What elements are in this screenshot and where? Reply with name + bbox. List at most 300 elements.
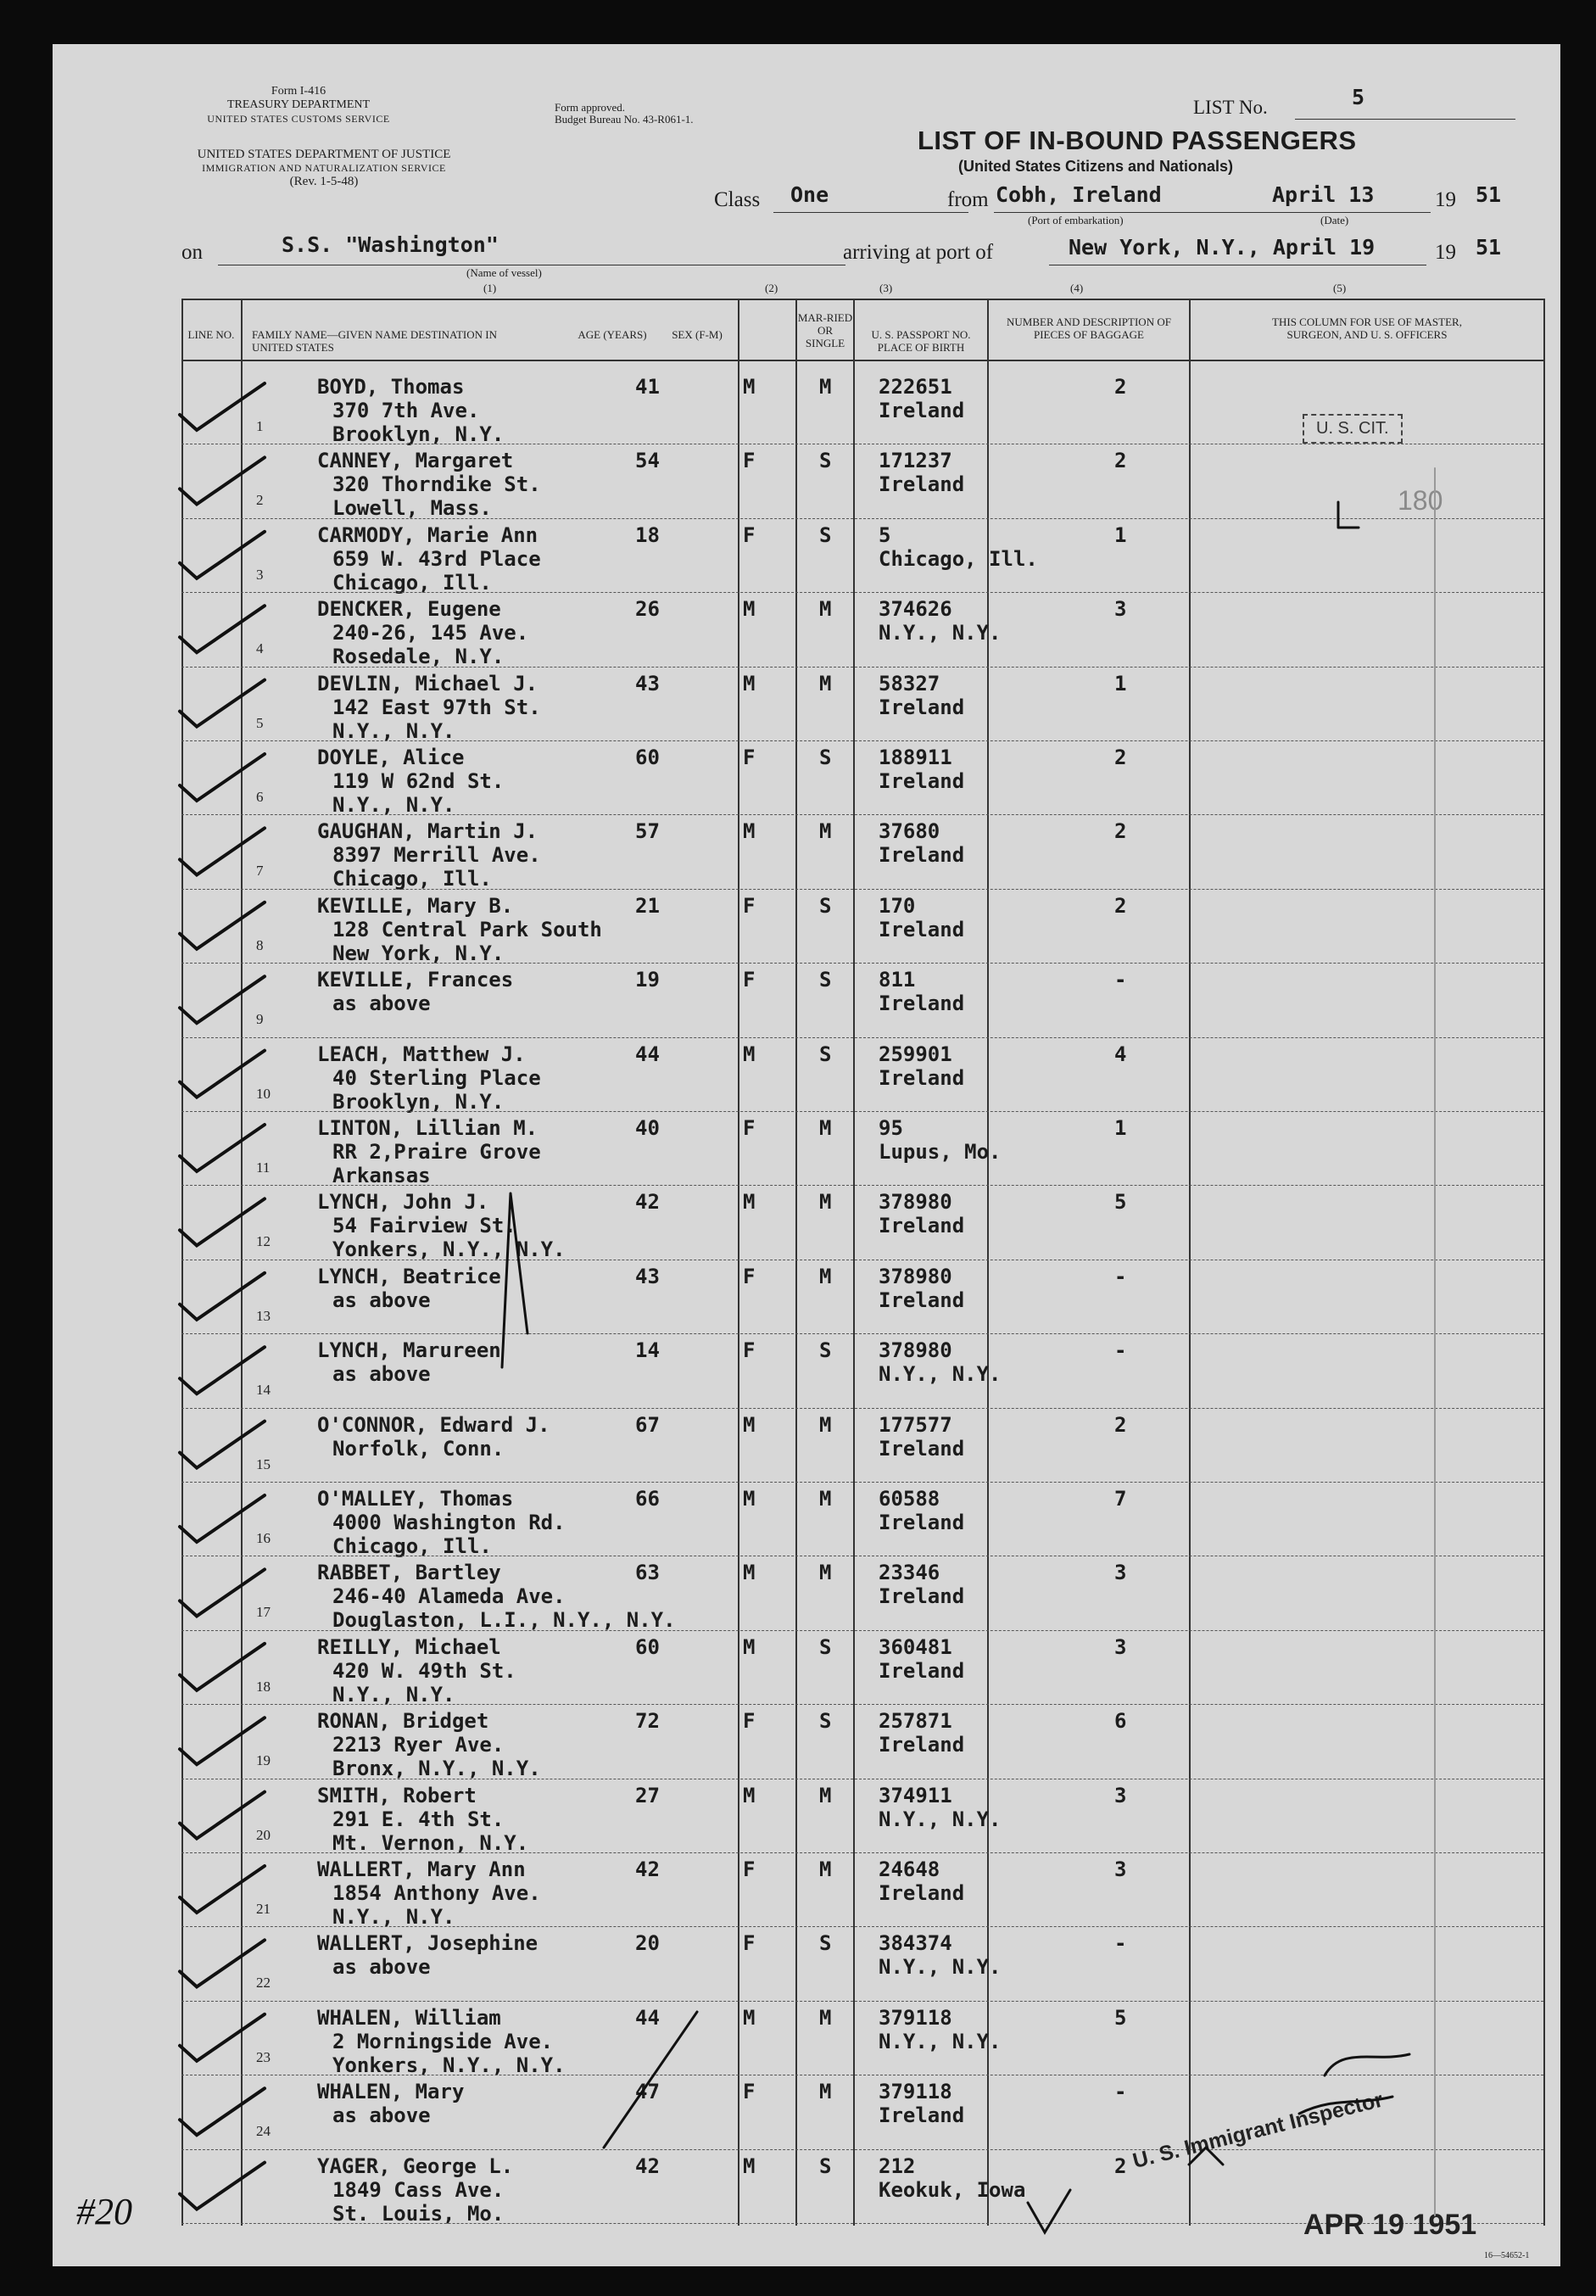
justice-dept: UNITED STATES DEPARTMENT OF JUSTICE bbox=[197, 148, 451, 161]
handwritten-marks bbox=[53, 44, 1560, 2266]
place-of-birth: Ireland bbox=[879, 2103, 965, 2128]
line-number: 13 bbox=[256, 1307, 271, 1324]
class-label: Class bbox=[714, 188, 761, 211]
age: 60 bbox=[635, 1634, 660, 1659]
check-mark bbox=[180, 1198, 265, 1245]
address-line-1: as above bbox=[332, 992, 431, 1016]
marital-status: M bbox=[819, 1857, 832, 1881]
place-of-birth: Ireland bbox=[879, 917, 965, 941]
address-line-2: Yonkers, N.Y., N.Y. bbox=[332, 2053, 566, 2077]
passenger-name: WHALEN, Mary bbox=[317, 2080, 465, 2104]
age: 47 bbox=[635, 2080, 660, 2104]
age: 14 bbox=[635, 1338, 660, 1363]
sex: F bbox=[743, 746, 756, 769]
baggage-count: 2 bbox=[1114, 2154, 1127, 2178]
line-number: 4 bbox=[256, 640, 264, 657]
age: 26 bbox=[635, 597, 660, 622]
address-line-1: 1849 Cass Ave. bbox=[332, 2177, 505, 2202]
line-number: 21 bbox=[256, 1901, 271, 1917]
vessel-caption: (Name of vessel) bbox=[466, 266, 542, 279]
baggage-count: 1 bbox=[1114, 1116, 1127, 1140]
line-number: 7 bbox=[256, 863, 264, 880]
sex: F bbox=[743, 449, 756, 473]
address-line-2: Brooklyn, N.Y. bbox=[332, 1089, 505, 1114]
col-header-line: LINE NO. bbox=[187, 328, 235, 341]
sex: M bbox=[743, 2154, 756, 2178]
passport-number: 23346 bbox=[879, 1561, 940, 1585]
age: 43 bbox=[635, 1264, 660, 1288]
passenger-name: LEACH, Matthew J. bbox=[317, 1042, 526, 1066]
passport-number: 374626 bbox=[879, 597, 952, 622]
passport-number: 177577 bbox=[879, 1412, 952, 1437]
on-label: on bbox=[181, 241, 203, 264]
place-of-birth: Ireland bbox=[879, 1584, 965, 1609]
passport-number: 811 bbox=[879, 968, 916, 992]
baggage-count: 5 bbox=[1114, 1190, 1127, 1215]
year-value: 51 bbox=[1476, 182, 1502, 207]
age: 42 bbox=[635, 1190, 660, 1215]
age: 54 bbox=[635, 449, 660, 473]
arriving-label: arriving at port of bbox=[843, 241, 994, 264]
address-line-1: 291 E. 4th St. bbox=[332, 1807, 505, 1831]
address-line-1: 2213 Ryer Ave. bbox=[332, 1733, 505, 1757]
baggage-count: - bbox=[1114, 2080, 1127, 2104]
age: 66 bbox=[635, 1487, 660, 1511]
check-mark bbox=[180, 1718, 265, 1764]
col-header-sex: SEX (F-M) bbox=[672, 328, 723, 341]
passport-number: 95 bbox=[879, 1116, 903, 1140]
baggage-count: - bbox=[1114, 968, 1127, 992]
age: 63 bbox=[635, 1561, 660, 1585]
place-of-birth: Ireland bbox=[879, 695, 965, 719]
place-of-birth: Ireland bbox=[879, 992, 965, 1016]
check-mark bbox=[180, 1569, 265, 1616]
place-of-birth: N.Y., N.Y. bbox=[879, 621, 1002, 645]
colnum-5: (5) bbox=[1333, 282, 1347, 294]
marital-status: S bbox=[819, 893, 832, 918]
place-of-birth: Ireland bbox=[879, 769, 965, 793]
passport-number: 259901 bbox=[879, 1042, 952, 1066]
passenger-name: CARMODY, Marie Ann bbox=[317, 522, 539, 547]
line-number: 6 bbox=[256, 789, 264, 805]
baggage-count: 4 bbox=[1114, 1042, 1127, 1066]
passport-number: 212 bbox=[879, 2154, 916, 2178]
budget-bureau: Budget Bureau No. 43-R061-1. bbox=[555, 113, 694, 126]
check-mark bbox=[180, 1347, 265, 1394]
baggage-count: 1 bbox=[1114, 522, 1127, 547]
baggage-count: 3 bbox=[1114, 1634, 1127, 1659]
line-number: 20 bbox=[256, 1826, 271, 1843]
age: 43 bbox=[635, 671, 660, 696]
passport-number: 58327 bbox=[879, 671, 940, 696]
address-line-2: Yonkers, N.Y., N.Y. bbox=[332, 1237, 566, 1262]
sex: M bbox=[743, 1634, 756, 1659]
sex: F bbox=[743, 522, 756, 547]
passenger-name: LYNCH, Marureen bbox=[317, 1338, 501, 1363]
passenger-name: YAGER, George L. bbox=[317, 2154, 514, 2178]
check-mark bbox=[180, 754, 265, 801]
passenger-name: REILLY, Michael bbox=[317, 1634, 501, 1659]
check-mark bbox=[180, 1644, 265, 1690]
age: 57 bbox=[635, 819, 660, 844]
sex: M bbox=[743, 375, 756, 399]
passport-number: 171237 bbox=[879, 449, 952, 473]
age: 44 bbox=[635, 2005, 660, 2030]
sex: M bbox=[743, 671, 756, 696]
passport-number: 378980 bbox=[879, 1338, 952, 1363]
line-number: 15 bbox=[256, 1455, 271, 1472]
place-of-birth: Ireland bbox=[879, 1881, 965, 1905]
us-cit-stamp: U. S. CIT. bbox=[1303, 414, 1403, 444]
address-line-1: as above bbox=[332, 1362, 431, 1387]
port-caption: (Port of embarkation) bbox=[1028, 214, 1124, 226]
age: 19 bbox=[635, 968, 660, 992]
passport-number: 37680 bbox=[879, 819, 940, 844]
sex: M bbox=[743, 2005, 756, 2030]
place-of-birth: Ireland bbox=[879, 843, 965, 868]
address-line-2: N.Y., N.Y. bbox=[332, 1905, 455, 1929]
marital-status: M bbox=[819, 2005, 832, 2030]
check-mark bbox=[180, 1273, 265, 1320]
address-line-1: 8397 Merrill Ave. bbox=[332, 843, 541, 868]
marital-status: M bbox=[819, 1190, 832, 1215]
place-of-birth: Ireland bbox=[879, 472, 965, 497]
age: 72 bbox=[635, 1709, 660, 1734]
passenger-name: CANNEY, Margaret bbox=[317, 449, 514, 473]
line-number: 8 bbox=[256, 936, 264, 953]
check-mark bbox=[180, 976, 265, 1023]
passport-number: 170 bbox=[879, 893, 916, 918]
list-no-value: 5 bbox=[1352, 85, 1365, 109]
check-mark bbox=[180, 680, 265, 727]
check-mark bbox=[180, 532, 265, 578]
marital-status: M bbox=[819, 671, 832, 696]
age: 21 bbox=[635, 893, 660, 918]
passenger-name: RABBET, Bartley bbox=[317, 1561, 501, 1585]
passenger-name: WALLERT, Josephine bbox=[317, 1931, 539, 1956]
marital-status: M bbox=[819, 1561, 832, 1585]
marital-status: S bbox=[819, 1931, 832, 1956]
vessel-value: S.S. "Washington" bbox=[282, 232, 499, 257]
sex: M bbox=[743, 1561, 756, 1585]
from-label: from bbox=[947, 188, 989, 211]
marital-status: S bbox=[819, 2154, 832, 2178]
check-mark bbox=[180, 1495, 265, 1542]
baggage-count: 2 bbox=[1114, 1412, 1127, 1437]
address-line-2: N.Y., N.Y. bbox=[332, 793, 455, 817]
sex: F bbox=[743, 1857, 756, 1881]
address-line-2: Brooklyn, N.Y. bbox=[332, 422, 505, 446]
col-header-baggage: NUMBER AND DESCRIPTION OF PIECES OF BAGGAGE bbox=[1007, 316, 1171, 341]
address-line-2: N.Y., N.Y. bbox=[332, 718, 455, 743]
col-header-married: MAR-RIED OR SINGLE bbox=[797, 311, 853, 349]
passport-number: 379118 bbox=[879, 2005, 952, 2030]
age: 42 bbox=[635, 2154, 660, 2178]
address-line-2: Rosedale, N.Y. bbox=[332, 645, 505, 669]
age: 27 bbox=[635, 1783, 660, 1807]
check-mark bbox=[180, 2088, 265, 2135]
baggage-count: 3 bbox=[1114, 597, 1127, 622]
address-line-1: 246-40 Alameda Ave. bbox=[332, 1584, 566, 1609]
place-of-birth: N.Y., N.Y. bbox=[879, 1362, 1002, 1387]
inspector-stamp: U. S. Immigrant Inspector bbox=[1130, 2087, 1386, 2174]
colnum-1: (1) bbox=[483, 282, 497, 294]
passenger-name: LINTON, Lillian M. bbox=[317, 1116, 539, 1140]
address-line-1: 119 W 62nd St. bbox=[332, 769, 505, 793]
passport-number: 5 bbox=[879, 522, 891, 547]
passport-number: 378980 bbox=[879, 1264, 952, 1288]
place-of-birth: Keokuk, Iowa bbox=[879, 2177, 1026, 2202]
passenger-name: WALLERT, Mary Ann bbox=[317, 1857, 526, 1881]
colnum-4: (4) bbox=[1070, 282, 1084, 294]
sex: M bbox=[743, 1042, 756, 1066]
col-header-name: FAMILY NAME—GIVEN NAME DESTINATION IN UNITED STATES bbox=[252, 328, 498, 354]
place-of-birth: Ireland bbox=[879, 1658, 965, 1683]
baggage-count: 6 bbox=[1114, 1709, 1127, 1734]
marital-status: S bbox=[819, 968, 832, 992]
check-mark bbox=[180, 383, 265, 430]
check-mark bbox=[180, 1422, 265, 1468]
passenger-name: O'MALLEY, Thomas bbox=[317, 1487, 514, 1511]
place-of-birth: Ireland bbox=[879, 1733, 965, 1757]
check-mark bbox=[180, 606, 265, 652]
line-number: 1 bbox=[256, 418, 264, 434]
age: 20 bbox=[635, 1931, 660, 1956]
place-of-birth: N.Y., N.Y. bbox=[879, 1807, 1002, 1831]
line-number: 17 bbox=[256, 1604, 271, 1621]
address-line-1: Norfolk, Conn. bbox=[332, 1436, 505, 1461]
place-of-birth: Ireland bbox=[879, 1436, 965, 1461]
check-mark bbox=[180, 1125, 265, 1171]
address-line-1: as above bbox=[332, 2103, 431, 2128]
marital-status: S bbox=[819, 1709, 832, 1734]
marital-status: M bbox=[819, 1264, 832, 1288]
passenger-name: DOYLE, Alice bbox=[317, 746, 465, 769]
passenger-name: GAUGHAN, Martin J. bbox=[317, 819, 539, 844]
place-of-birth: N.Y., N.Y. bbox=[879, 2029, 1002, 2053]
place-of-birth: Ireland bbox=[879, 1511, 965, 1534]
baggage-count: 2 bbox=[1114, 375, 1127, 399]
class-value: One bbox=[790, 182, 829, 207]
passport-number: 24648 bbox=[879, 1857, 940, 1881]
address-line-2: Lowell, Mass. bbox=[332, 496, 492, 521]
address-line-2: N.Y., N.Y. bbox=[332, 1682, 455, 1707]
line-number: 19 bbox=[256, 1752, 271, 1769]
line-number: 11 bbox=[256, 1159, 271, 1176]
address-line-1: 40 Sterling Place bbox=[332, 1065, 541, 1090]
address-line-1: 659 W. 43rd Place bbox=[332, 546, 541, 571]
line-number: 14 bbox=[256, 1382, 271, 1399]
address-line-1: 4000 Washington Rd. bbox=[332, 1511, 566, 1534]
check-mark bbox=[180, 902, 265, 949]
place-of-birth: Ireland bbox=[879, 1288, 965, 1312]
colnum-2: (2) bbox=[765, 282, 778, 294]
marital-status: M bbox=[819, 1412, 832, 1437]
arr-year-value: 51 bbox=[1476, 235, 1502, 260]
sex: F bbox=[743, 1264, 756, 1288]
sex: F bbox=[743, 893, 756, 918]
age: 44 bbox=[635, 1042, 660, 1066]
form-number: Form I-416 bbox=[271, 85, 326, 98]
check-mark bbox=[180, 2014, 265, 2061]
sex: M bbox=[743, 1783, 756, 1807]
passport-number: 378980 bbox=[879, 1190, 952, 1215]
marital-status: M bbox=[819, 1116, 832, 1140]
marital-status: S bbox=[819, 449, 832, 473]
age: 67 bbox=[635, 1412, 660, 1437]
address-line-2: Chicago, Ill. bbox=[332, 1534, 492, 1558]
place-of-birth: N.Y., N.Y. bbox=[879, 1955, 1002, 1980]
sex: F bbox=[743, 1709, 756, 1734]
address-line-1: RR 2,Praire Grove bbox=[332, 1140, 541, 1164]
year-prefix: 19 bbox=[1435, 188, 1456, 211]
passenger-name: RONAN, Bridget bbox=[317, 1709, 489, 1734]
line-number: 24 bbox=[256, 2123, 271, 2140]
line-number: 18 bbox=[256, 1678, 271, 1695]
arriving-value: New York, N.Y., April 19 bbox=[1069, 235, 1376, 260]
check-mark bbox=[180, 1866, 265, 1913]
address-line-1: 370 7th Ave. bbox=[332, 399, 480, 422]
passport-number: 379118 bbox=[879, 2080, 952, 2104]
address-line-1: 240-26, 145 Ave. bbox=[332, 621, 529, 645]
baggage-count: 2 bbox=[1114, 746, 1127, 769]
list-no-label: LIST No. bbox=[1193, 97, 1268, 118]
passenger-name: WHALEN, William bbox=[317, 2005, 501, 2030]
arr-year-prefix: 19 bbox=[1435, 241, 1456, 264]
passport-number: 60588 bbox=[879, 1487, 940, 1511]
form-revision: (Rev. 1-5-48) bbox=[289, 175, 359, 188]
check-mark bbox=[180, 1792, 265, 1839]
address-line-1: 2 Morningside Ave. bbox=[332, 2029, 554, 2053]
number-stamp: 180 bbox=[1398, 485, 1443, 516]
line-number: 16 bbox=[256, 1530, 271, 1546]
check-mark bbox=[180, 2163, 265, 2209]
passport-number: 374911 bbox=[879, 1783, 952, 1807]
baggage-count: 7 bbox=[1114, 1487, 1127, 1511]
address-line-2: Mt. Vernon, N.Y. bbox=[332, 1830, 529, 1855]
passenger-name: DENCKER, Eugene bbox=[317, 597, 501, 622]
date-stamp: APR 19 1951 bbox=[1303, 2209, 1477, 2241]
line-number: 2 bbox=[256, 492, 264, 509]
age: 18 bbox=[635, 522, 660, 547]
baggage-count: 3 bbox=[1114, 1783, 1127, 1807]
sex: F bbox=[743, 2080, 756, 2104]
place-of-birth: Lupus, Mo. bbox=[879, 1140, 1002, 1164]
check-mark bbox=[180, 1940, 265, 1986]
passport-number: 360481 bbox=[879, 1634, 952, 1659]
sex: F bbox=[743, 1116, 756, 1140]
address-line-2: New York, N.Y. bbox=[332, 941, 505, 965]
baggage-count: 2 bbox=[1114, 819, 1127, 844]
passport-number: 257871 bbox=[879, 1709, 952, 1734]
address-line-1: 1854 Anthony Ave. bbox=[332, 1881, 541, 1905]
sex: M bbox=[743, 1190, 756, 1215]
sex: M bbox=[743, 1412, 756, 1437]
col-header-age: AGE (YEARS) bbox=[578, 328, 647, 341]
baggage-count: - bbox=[1114, 1264, 1127, 1288]
address-line-2: Arkansas bbox=[332, 1164, 431, 1187]
marital-status: M bbox=[819, 597, 832, 622]
address-line-1: as above bbox=[332, 1955, 431, 1980]
address-line-1: 128 Central Park South bbox=[332, 917, 602, 941]
check-mark bbox=[180, 457, 265, 504]
address-line-2: Bronx, N.Y., N.Y. bbox=[332, 1757, 541, 1781]
baggage-count: 3 bbox=[1114, 1561, 1127, 1585]
address-line-1: 142 East 97th St. bbox=[332, 695, 541, 719]
check-mark bbox=[180, 1051, 265, 1098]
colnum-3: (3) bbox=[879, 282, 893, 294]
line-number: 9 bbox=[256, 1011, 264, 1028]
passport-number: 222651 bbox=[879, 375, 952, 399]
age: 42 bbox=[635, 1857, 660, 1881]
address-line-1: 420 W. 49th St. bbox=[332, 1658, 516, 1683]
baggage-count: 5 bbox=[1114, 2005, 1127, 2030]
sex: F bbox=[743, 1338, 756, 1363]
check-mark bbox=[180, 828, 265, 874]
page-title: LIST OF IN-BOUND PASSENGERS bbox=[918, 126, 1357, 155]
line-number: 10 bbox=[256, 1085, 271, 1102]
sex: F bbox=[743, 968, 756, 992]
baggage-count: 1 bbox=[1114, 671, 1127, 696]
sex: M bbox=[743, 597, 756, 622]
form-approved: Form approved. bbox=[555, 101, 626, 114]
age: 60 bbox=[635, 746, 660, 769]
marital-status: M bbox=[819, 1487, 832, 1511]
marital-status: S bbox=[819, 522, 832, 547]
line-number: 22 bbox=[256, 1975, 271, 1992]
line-number: 3 bbox=[256, 566, 264, 583]
passenger-name: LYNCH, John J. bbox=[317, 1190, 489, 1215]
address-line-1: 320 Thorndike St. bbox=[332, 472, 541, 497]
passenger-name: BOYD, Thomas bbox=[317, 375, 465, 399]
marital-status: S bbox=[819, 1634, 832, 1659]
baggage-count: - bbox=[1114, 1931, 1127, 1956]
passport-number: 188911 bbox=[879, 746, 952, 769]
baggage-count: 2 bbox=[1114, 449, 1127, 473]
page-subtitle: (United States Citizens and Nationals) bbox=[958, 158, 1234, 175]
marital-status: M bbox=[819, 2080, 832, 2104]
date-caption: (Date) bbox=[1320, 214, 1349, 226]
line-number: 23 bbox=[256, 2048, 271, 2065]
treasury-dept: TREASURY DEPARTMENT bbox=[226, 98, 371, 111]
marital-status: S bbox=[819, 1338, 832, 1363]
marital-status: S bbox=[819, 746, 832, 769]
place-of-birth: Ireland bbox=[879, 1065, 965, 1090]
date-value: April 13 bbox=[1272, 182, 1375, 207]
passenger-name: KEVILLE, Mary B. bbox=[317, 893, 514, 918]
baggage-count: 2 bbox=[1114, 893, 1127, 918]
place-of-birth: Ireland bbox=[879, 1214, 965, 1238]
handwritten-number: #20 bbox=[76, 2191, 132, 2232]
sex: M bbox=[743, 819, 756, 844]
marital-status: M bbox=[819, 1783, 832, 1807]
place-of-birth: Chicago, Ill. bbox=[879, 546, 1038, 571]
address-line-2: Douglaston, L.I., N.Y., N.Y. bbox=[332, 1608, 676, 1633]
col-header-officers: THIS COLUMN FOR USE OF MASTER, SURGEON, AND U. S. OFFICERS bbox=[1272, 316, 1462, 341]
baggage-count: - bbox=[1114, 1338, 1127, 1363]
address-line-2: St. Louis, Mo. bbox=[332, 2201, 505, 2226]
passenger-name: KEVILLE, Frances bbox=[317, 968, 514, 992]
age: 41 bbox=[635, 375, 660, 399]
passenger-name: DEVLIN, Michael J. bbox=[317, 671, 539, 696]
line-number: 12 bbox=[256, 1233, 271, 1250]
age: 40 bbox=[635, 1116, 660, 1140]
manifest-sheet bbox=[53, 44, 1560, 2266]
marital-status: M bbox=[819, 819, 832, 844]
place-of-birth: Ireland bbox=[879, 399, 965, 422]
line-number: 5 bbox=[256, 714, 264, 731]
from-value: Cobh, Ireland bbox=[996, 182, 1162, 207]
